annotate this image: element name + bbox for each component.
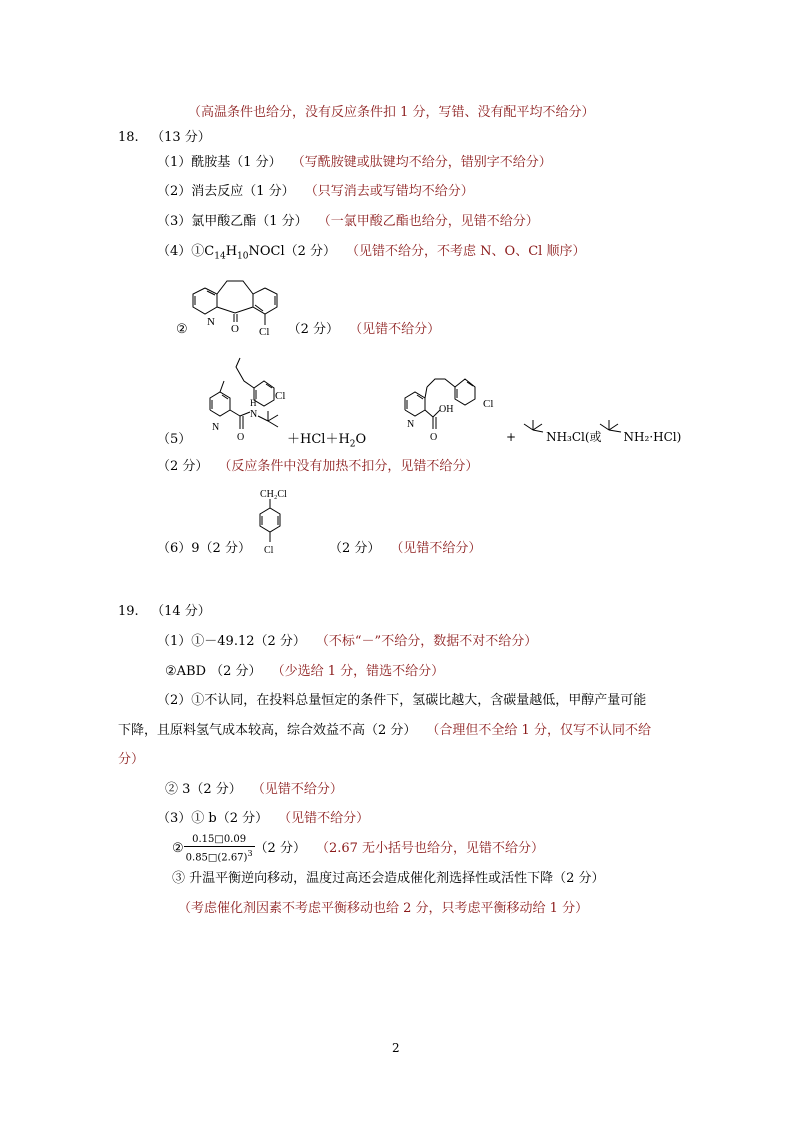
atom-cl: Cl xyxy=(483,398,494,410)
q18-part1 xyxy=(157,154,552,172)
denominator: $0.85□(2.67)^3$ xyxy=(185,849,253,864)
q19-part3d: （考虑催化剂因素不考虑平衡移动也给 2 分，只考虑平衡移动给 1 分） xyxy=(178,901,589,916)
atom-n: N xyxy=(407,419,415,430)
answer: ①－49.12（2 分） xyxy=(191,634,306,649)
q18-part5-number: （5） xyxy=(157,432,192,447)
score: （2 分） xyxy=(254,841,306,857)
q19-part3c: ③ 升温平衡逆向移动，温度过高还会造成催化剂选择性或活性下降（2 分） xyxy=(172,871,605,886)
q18-part5-byproducts: $+HCl+H_2O$ xyxy=(287,432,367,450)
scoring-note: （合理但不全给 1 分，仅写不认同不给 xyxy=(426,723,651,738)
question-19-title: 19. （14 分） xyxy=(118,604,211,619)
score: （2 分） xyxy=(287,322,340,337)
q19-part2a-line3: 分） xyxy=(118,752,145,767)
q19-part1b xyxy=(165,663,444,681)
atom-cl: Cl xyxy=(275,390,286,402)
numerator: 0.15□0.09 xyxy=(184,833,255,847)
group-ch2cl: CH₂Cl xyxy=(260,489,287,500)
q18-part5-amine-salt: + NH₃Cl(或 NH₂·HCl) xyxy=(506,430,682,444)
atom-o: O xyxy=(237,432,245,443)
part-number: （2） xyxy=(157,184,192,199)
part-number: （3） xyxy=(157,214,192,229)
q19-part2a-line1: （2）①不认同，在投料总量恒定的条件下，氢碳比越大，含碳量越低，甲醇产量可能 xyxy=(157,693,647,708)
q18-part6 xyxy=(157,540,481,558)
molecular-formula: $C_{14}H_{10}NOCl$ xyxy=(204,244,285,262)
scoring-note: （见错不给分） xyxy=(278,811,370,826)
part-number: （4） xyxy=(157,244,192,259)
q19-part2b xyxy=(165,781,343,799)
page-number: 2 xyxy=(392,1041,400,1055)
q19-part2a-line2 xyxy=(118,722,651,740)
answer: 下降，且原料氢气成本较高，综合效益不高（2 分） xyxy=(118,723,417,738)
q19-part3a xyxy=(157,810,369,828)
answer: ① b（2 分） xyxy=(191,811,269,826)
atom-cl: Cl xyxy=(264,545,274,556)
scoring-note: （写酰胺键或肽键均不给分，错别字不给分） xyxy=(291,155,552,170)
q18-part4-sub2 xyxy=(176,321,440,339)
scoring-note: （只写消去或写错均不给分） xyxy=(304,184,474,199)
scoring-note: （2.67 无小括号也给分，见错不给分） xyxy=(315,841,545,857)
scoring-note: （反应条件中没有加热不扣分，见错不给分） xyxy=(218,459,479,474)
part-number: （1） xyxy=(157,155,192,170)
circle-mark: ② xyxy=(172,841,184,857)
scoring-note: （一氯甲酸乙酯也给分，见错不给分） xyxy=(317,214,539,229)
acid-product-structure xyxy=(395,365,505,445)
equilibrium-constant-fraction xyxy=(184,833,255,864)
score: （2 分） xyxy=(157,459,209,474)
atom-oh: OH xyxy=(439,404,454,415)
q18-part2 xyxy=(157,183,474,201)
q18-part5-score xyxy=(157,458,478,476)
scoring-note: （见错不给分） xyxy=(349,322,441,337)
atom-n: N xyxy=(250,409,258,420)
scoring-note: （不标“－”不给分，数据不对不给分） xyxy=(315,634,538,649)
atom-o: O xyxy=(430,432,438,443)
answer: ② 3（2 分） xyxy=(165,782,242,797)
atom-n: N xyxy=(207,316,215,328)
answer: 9（2 分） xyxy=(191,541,251,556)
atom-o: O xyxy=(231,323,239,335)
answer: 酰胺基（1 分） xyxy=(191,155,282,170)
q19-part1a xyxy=(157,633,537,651)
q19-part3b xyxy=(172,833,544,864)
q18-part3 xyxy=(157,213,539,231)
atom-n: N xyxy=(212,422,220,433)
atom-cl: Cl xyxy=(259,326,270,338)
scoring-note: （见错不给分） xyxy=(251,782,343,797)
atom-h: H xyxy=(250,398,257,408)
circle-mark: ② xyxy=(176,322,188,337)
part-number: （3） xyxy=(157,811,192,826)
score: （2 分） xyxy=(328,541,381,556)
answer: 氯甲酸乙酯（1 分） xyxy=(191,214,308,229)
top-scoring-note: （高温条件也给分，没有反应条件扣 1 分，写错、没有配平均不给分） xyxy=(188,105,595,120)
answer: 消去反应（1 分） xyxy=(191,184,295,199)
question-18-title: 18. （13 分） xyxy=(118,130,211,145)
scoring-note: （见错不给分，不考虑 N、O、Cl 顺序） xyxy=(346,244,586,259)
amide-reactant-structure xyxy=(180,355,286,445)
circle-mark: ① xyxy=(191,244,205,259)
answer: ②ABD （2 分） xyxy=(165,664,262,679)
part-number: （1） xyxy=(157,634,192,649)
score: （2 分） xyxy=(284,244,337,259)
scoring-note: （见错不给分） xyxy=(390,541,482,556)
scoring-note: （少选给 1 分，错选不给分） xyxy=(271,664,445,679)
part-number: （6） xyxy=(157,541,192,556)
q18-part4 xyxy=(157,243,585,266)
